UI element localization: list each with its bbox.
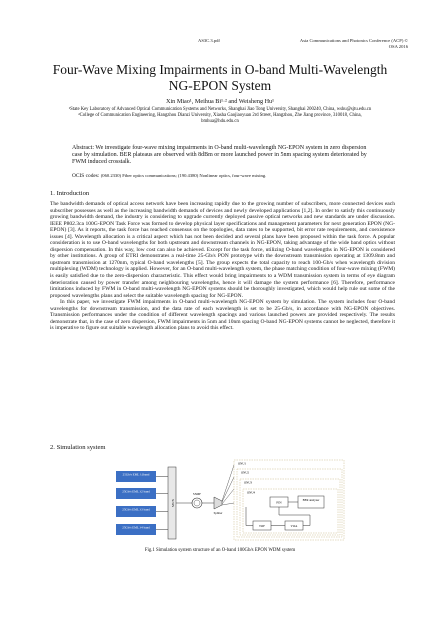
- smf-label: SSMF: [192, 492, 202, 496]
- tx-label-2: 25Gb/s EML λ2 band: [122, 489, 150, 494]
- intro-paragraph-1: The bandwidth demands of optical access network have been increasing rapidly due to the growing number of subscribers, more connected devices each subscriber possesses as well as the increasing bandwidth demands of devices and newly developed applications [1,2]. In order to satisfy this continuously growing bandwidth demand, the industry is considering to upgrade currently deployed passive optical networks and new standards are under discussion. IEEE P802.3ca 100G-EPON Task Force was formed to develop physical layer specifications and management parameters for next generation EPON (NG-EPON) [3]. As it reports, the task force has reached consensus on the topologies, data rates to be supported, bit error rate requirements, and coexistence issues [4]. Wavelength allocation is a critical aspect which has not been decided and several plans have been proposed within the task force. A popular consideration is to use O-band wavelengths for both upstream and downstream channels in NG-EPON, taking advantage of the wide band optics without dispersion compensation. In this way, low cost can also be achieved. Except for the task force, utilizing O-band wavelengths in NG-EPON is considered by other institutions. A group of ETRI demonstrates a real-time 25-Gb/s PON prototype with the downstream transmission operating at 1309.8nm and upstream transmission at 1270nm, typical O-band wavelengths [5]. The group expects the total capacity to reach 100-Gb/s when wavelength division multiplexing (WDM) technology is applied. However, for an O-band multi-wavelength system, the phase matching condition of four-wave mixing (FWM) is easily satisfied due to the zero-dispersion characteristic. This effect would bring impairments to a WDM transmission system in terms of eye diagram deterioration caused by power transfer among neighbouring wavelengths, hence it will damage the system performance [6]. Therefore, performance limitations induced by FWM in O-band multi-wavelength NG-EPON systems should be thoroughly investigated, which would help rule out some of the proposed wavelengths plans and select the suitable wavelength spacing for NG-EPON.: [50, 201, 395, 299]
- ocis-values: (060.2330) Fiber optics communications; (190.4380) Nonlinear optics, four-wave mixing.: [100, 173, 267, 178]
- tx-label-3: 25Gb/s EML λ3 band: [122, 507, 150, 512]
- voa-label: VOA: [290, 524, 298, 528]
- paper-authors: Xin Miao¹, Meihua Bi¹·² and Weisheng Hu¹: [165, 98, 275, 105]
- splitter-icon: [214, 497, 222, 509]
- intro-body: [50, 201, 395, 332]
- tx-label-4: 25Gb/s EML λ4 band: [122, 525, 150, 530]
- ocis-codes: [72, 173, 372, 179]
- splitter-branches: [222, 465, 234, 505]
- conference-name-line1: Asia Communications and Photonics Conference (ACP) ©: [299, 38, 408, 43]
- affiliations: [60, 107, 380, 126]
- intro-paragraph-2: In this paper, we investigate FWM impairments in O-band multi-wavelength NG-EPON system by simulation. The system includes four O-band wavelengths for downstream transmission, and the data rate of each wavelength is set to be 25-Gb/s, in accordance with NG-EPON objectives. Transmission performances under the condition of different wavelength spacings and various launched powers are provided respectively. The results demonstrate that, in the case of zero dispersion, FWM impairments in 5nm and 10nm spacing O-band NG-EPON systems cannot be neglected, therefore it is imperative to figure out suitable wavelength allocation plans to avoid this effect.: [50, 299, 395, 332]
- simulation-system-diagram: [110, 457, 350, 545]
- tx-label-1: 25Gb/s EML λ1band: [122, 472, 150, 477]
- mux-label: MUX: [171, 499, 175, 507]
- conference-name-line2: OSA 2016: [388, 43, 408, 49]
- affiliation-2: ²College of Communication Engineering, Hangzhou Dianzi University, Xiasha Gaojiaoyuan 2rd Street, Hangzhou, Zhe Jiang province, 310018, China, bmhua@hdu.edu.cn: [78, 113, 362, 125]
- figure-caption: Fig.1 Simulation system structure of an O-band 100Gb/s EPON WDM system: [144, 548, 296, 553]
- paper-title: Four-Wave Mixing Impairments in O-band Multi-Wavelength NG-EPON System: [52, 62, 388, 93]
- abstract: Abstract: We investigate four-wave mixing impairments in O-band multi-wavelength NG-EPON system in zero dispersion case by simulation. BER plateaus are observed with 8dBm or more launched power in 5nm spacing system deteriorated by FWM induced crosstalk.: [72, 145, 367, 166]
- affiliation-1: ¹State Key Laboratory of Advanced Optical Communication Systems and Networks, Shanghai Jiao Tong University, Shanghai 200240, China, wshu@sjtu.edu.cn: [68, 107, 372, 112]
- pin-label: PIN: [276, 500, 282, 505]
- transmitter-group: [116, 471, 156, 535]
- fiber-spool-icon: [192, 498, 202, 508]
- ber-label: BER analyzer: [302, 498, 320, 502]
- onu-label-2: ONU2: [241, 470, 249, 475]
- intro-heading: 1. Introduction: [50, 190, 90, 197]
- ocis-label: OCIS codes:: [72, 173, 100, 179]
- tx-to-mux-links: [156, 477, 168, 530]
- onu-label-1: ONU1: [238, 461, 246, 466]
- splitter-label: Splitter: [213, 511, 223, 515]
- simulation-heading: 2. Simulation system: [50, 444, 106, 451]
- onu-label-4: ONU4: [247, 490, 255, 495]
- onu-label-3: ONU3: [244, 480, 252, 485]
- conference-id: AS3C.3.pdf: [198, 38, 220, 43]
- conference-name: [258, 38, 408, 49]
- tof-label: TOF: [259, 524, 265, 528]
